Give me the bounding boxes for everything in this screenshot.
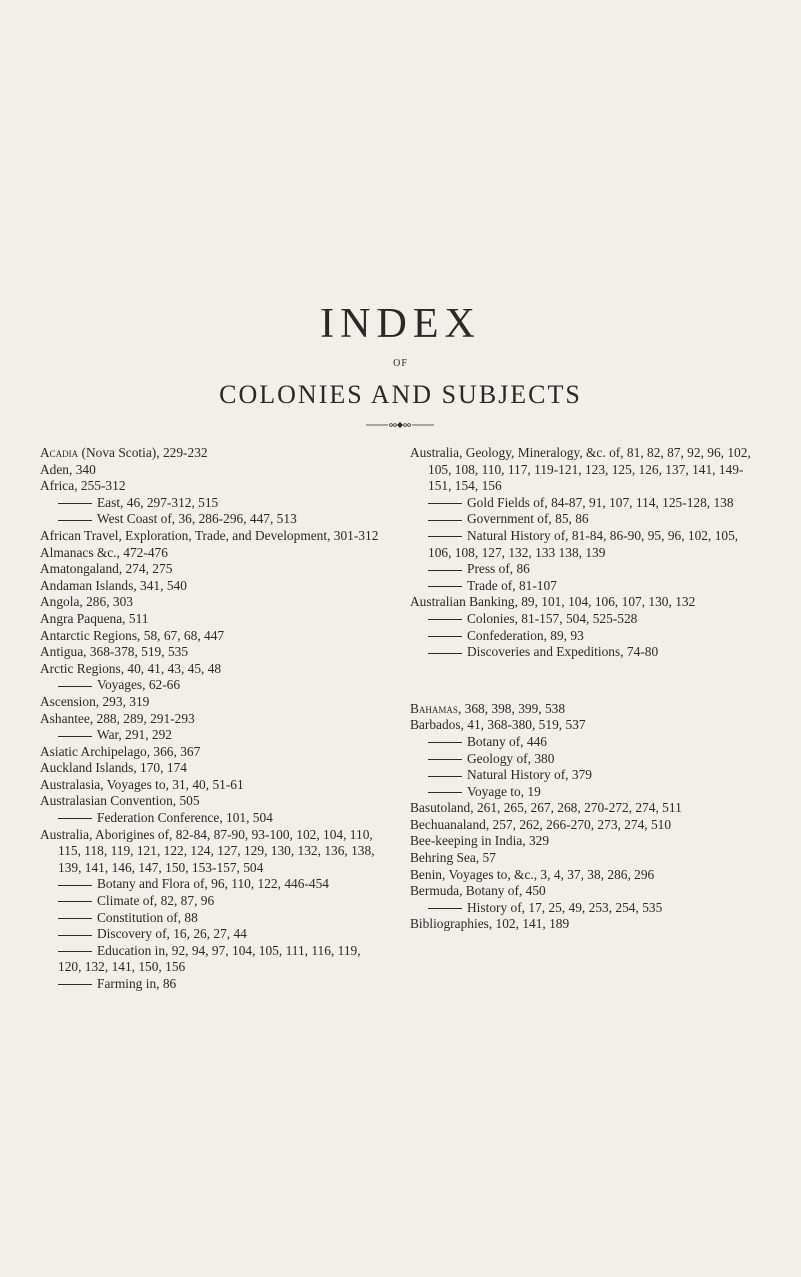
entry-text: Australian Banking, 89, 101, 104, 106, 107, 130, 132 bbox=[410, 594, 696, 610]
entry-text: War, 291, 292 bbox=[97, 727, 172, 743]
entry-text: Benin, Voyages to, &c., 3, 4, 37, 38, 286, 296 bbox=[410, 866, 655, 882]
index-subentry bbox=[40, 910, 385, 927]
index-entry bbox=[40, 760, 385, 777]
index-entry bbox=[410, 817, 755, 834]
index-subentry bbox=[410, 784, 755, 801]
ditto-dash bbox=[58, 736, 92, 737]
entry-text: East, 46, 297-312, 515 bbox=[97, 494, 219, 510]
entry-text: Gold Fields of, 84-87, 91, 107, 114, 125-128, 138 bbox=[467, 494, 734, 510]
entry-text: Basutoland, 261, 265, 267, 268, 270-272, 274, 511 bbox=[410, 800, 682, 816]
index-entry bbox=[40, 578, 385, 595]
index-entry bbox=[410, 717, 755, 734]
ditto-dash bbox=[428, 792, 462, 793]
entry-text: Bermuda, Botany of, 450 bbox=[410, 883, 546, 899]
entry-head: Acadia bbox=[40, 445, 79, 460]
index-subentry bbox=[40, 976, 385, 993]
index-group-b bbox=[410, 701, 755, 933]
index-subentry bbox=[40, 511, 385, 528]
page-subtitle: COLONIES AND SUBJECTS bbox=[219, 380, 582, 409]
index-subentry bbox=[410, 734, 755, 751]
ditto-dash bbox=[428, 570, 462, 571]
entry-text: Angra Paquena, 511 bbox=[40, 610, 149, 626]
entry-text: Farming in, 86 bbox=[97, 976, 177, 991]
entry-text: Natural History of, 81-84, 86-90, 95, 96, 102, 105, 106, 108, 127, 132, 133 138, 139 bbox=[428, 527, 739, 560]
entry-text: Bechuanaland, 257, 262, 266-270, 273, 274, 510 bbox=[410, 816, 672, 832]
index-entry bbox=[40, 478, 385, 495]
ditto-dash bbox=[428, 520, 462, 521]
entry-text: Amatongaland, 274, 275 bbox=[40, 561, 173, 577]
entry-text: Government of, 85, 86 bbox=[467, 511, 589, 527]
index-entry bbox=[410, 445, 755, 495]
index-subentry bbox=[410, 644, 755, 661]
index-subentry bbox=[40, 893, 385, 910]
ditto-dash bbox=[58, 686, 92, 687]
index-subentry bbox=[410, 611, 755, 628]
ditto-dash bbox=[58, 520, 92, 521]
ditto-dash bbox=[58, 951, 92, 952]
entry-text: Press of, 86 bbox=[467, 561, 530, 577]
ditto-dash bbox=[428, 536, 462, 537]
index-entry bbox=[40, 594, 385, 611]
ditto-dash bbox=[428, 653, 462, 654]
index-entry bbox=[410, 594, 755, 611]
ditto-dash bbox=[58, 918, 92, 919]
index-entry bbox=[410, 883, 755, 900]
ditto-dash bbox=[428, 636, 462, 637]
entry-text: Federation Conference, 101, 504 bbox=[97, 810, 273, 826]
index-entry bbox=[410, 850, 755, 867]
index-subentry bbox=[410, 528, 755, 561]
entry-text: West Coast of, 36, 286-296, 447, 513 bbox=[97, 511, 297, 527]
index-entry bbox=[40, 793, 385, 810]
index-entry bbox=[40, 694, 385, 711]
index-entry bbox=[40, 561, 385, 578]
index-entry bbox=[410, 833, 755, 850]
index-subentry bbox=[40, 810, 385, 827]
entry-text: Constitution of, 88 bbox=[97, 909, 198, 925]
entry-text: Behring Sea, 57 bbox=[410, 850, 496, 866]
index-entry bbox=[40, 644, 385, 661]
entry-text: Discoveries and Expeditions, 74-80 bbox=[467, 644, 659, 660]
ditto-dash bbox=[428, 742, 462, 743]
ditto-dash bbox=[58, 984, 92, 985]
entry-text: Asiatic Archipelago, 366, 367 bbox=[40, 743, 201, 759]
index-subentry bbox=[40, 677, 385, 694]
index-entry bbox=[40, 462, 385, 479]
entry-text: Education in, 92, 94, 97, 104, 105, 111, 116, 119, 120, 132, 141, 150, 156 bbox=[58, 942, 361, 975]
index-column-left bbox=[40, 445, 385, 993]
index-subentry bbox=[410, 751, 755, 768]
ditto-dash bbox=[58, 503, 92, 504]
index-entry bbox=[40, 711, 385, 728]
entry-text: Australasia, Voyages to, 31, 40, 51-61 bbox=[40, 776, 244, 792]
entry-text: Natural History of, 379 bbox=[467, 767, 592, 783]
entry-text: Botany of, 446 bbox=[467, 733, 547, 749]
ditto-dash bbox=[58, 935, 92, 936]
entry-text: African Travel, Exploration, Trade, and Development, 301-312 bbox=[40, 527, 379, 543]
entry-text: Aden, 340 bbox=[40, 461, 96, 477]
index-entry bbox=[410, 916, 755, 933]
entry-text: Discovery of, 16, 26, 27, 44 bbox=[97, 926, 247, 942]
entry-text: Andaman Islands, 341, 540 bbox=[40, 577, 187, 593]
entry-text: Ashantee, 288, 289, 291-293 bbox=[40, 710, 195, 726]
index-entry bbox=[410, 800, 755, 817]
entry-text: History of, 17, 25, 49, 253, 254, 535 bbox=[467, 899, 663, 915]
ditto-dash bbox=[428, 619, 462, 620]
index-entry bbox=[410, 867, 755, 884]
entry-text: Geology of, 380 bbox=[467, 750, 555, 766]
index-subentry bbox=[40, 876, 385, 893]
index-subentry bbox=[410, 561, 755, 578]
index-subentry bbox=[40, 495, 385, 512]
index-entry bbox=[40, 545, 385, 562]
entry-text: Climate of, 82, 87, 96 bbox=[97, 893, 215, 909]
index-entry bbox=[40, 661, 385, 678]
index-subentry bbox=[410, 495, 755, 512]
entry-head: Bahamas bbox=[410, 700, 458, 716]
ditto-dash bbox=[428, 586, 462, 587]
index-subentry bbox=[410, 900, 755, 917]
ditto-dash bbox=[428, 908, 462, 909]
index-entry bbox=[40, 445, 385, 462]
entry-text: , 368, 398, 399, 538 bbox=[457, 700, 566, 716]
ditto-dash bbox=[58, 818, 92, 819]
entry-text: Barbados, 41, 368-380, 519, 537 bbox=[410, 717, 586, 733]
entry-text: Voyage to, 19 bbox=[467, 783, 541, 799]
ditto-dash bbox=[58, 885, 92, 886]
entry-text: Auckland Islands, 170, 174 bbox=[40, 760, 187, 776]
group-gap bbox=[410, 661, 755, 701]
entry-text: Bee-keeping in India, 329 bbox=[410, 833, 550, 849]
ditto-dash bbox=[428, 759, 462, 760]
entry-text: Bibliographies, 102, 141, 189 bbox=[410, 916, 570, 932]
index-subentry bbox=[410, 578, 755, 595]
index-subentry bbox=[40, 943, 385, 976]
ornament-divider bbox=[366, 420, 434, 430]
entry-text: (Nova Scotia), 229-232 bbox=[78, 445, 208, 460]
title-connector: OF bbox=[393, 358, 408, 369]
entry-text: Antigua, 368-378, 519, 535 bbox=[40, 644, 189, 660]
index-subentry bbox=[40, 727, 385, 744]
ditto-dash bbox=[58, 901, 92, 902]
page-title: INDEX bbox=[320, 301, 481, 347]
index-entry bbox=[40, 528, 385, 545]
entry-text: Botany and Flora of, 96, 110, 122, 446-454 bbox=[97, 876, 329, 892]
index-entry bbox=[40, 628, 385, 645]
entry-text: Colonies, 81-157, 504, 525-528 bbox=[467, 610, 638, 626]
index-group-a bbox=[410, 445, 755, 661]
entry-text: Australia, Geology, Mineralogy, &c. of, 81, 82, 87, 92, 96, 102, 105, 108, 110, 117, 119-121, 123, 125, 126, 137, 141, 149-151, 154, 156 bbox=[410, 445, 751, 494]
ditto-dash bbox=[428, 503, 462, 504]
entry-text: Antarctic Regions, 58, 67, 68, 447 bbox=[40, 627, 225, 643]
entry-text: Angola, 286, 303 bbox=[40, 594, 133, 610]
entry-text: Trade of, 81-107 bbox=[467, 577, 557, 593]
index-subentry bbox=[410, 628, 755, 645]
entry-text: Australasian Convention, 505 bbox=[40, 793, 200, 809]
entry-text: Voyages, 62-66 bbox=[97, 677, 181, 693]
index-subentry bbox=[40, 926, 385, 943]
index-entry bbox=[40, 827, 385, 877]
entry-text: Africa, 255-312 bbox=[40, 478, 126, 494]
index-entry bbox=[40, 611, 385, 628]
entry-text: Arctic Regions, 40, 41, 43, 45, 48 bbox=[40, 660, 222, 676]
entry-text: Confederation, 89, 93 bbox=[467, 627, 584, 643]
index-subentry bbox=[410, 511, 755, 528]
index-entry bbox=[40, 777, 385, 794]
index-entry bbox=[40, 744, 385, 761]
entry-text: Almanacs &c., 472-476 bbox=[40, 544, 168, 560]
index-entry bbox=[410, 701, 755, 718]
entry-text: Australia, Aborigines of, 82-84, 87-90, 93-100, 102, 104, 110, 115, 118, 119, 121, 122, 124, 127, 129, 130, 132, 136, 138, 139, 141, 146, 147, 150, 153-157, 504 bbox=[40, 826, 375, 875]
index-column-right bbox=[410, 445, 755, 933]
index-subentry bbox=[410, 767, 755, 784]
entry-text: Ascension, 293, 319 bbox=[40, 693, 150, 709]
ditto-dash bbox=[428, 776, 462, 777]
